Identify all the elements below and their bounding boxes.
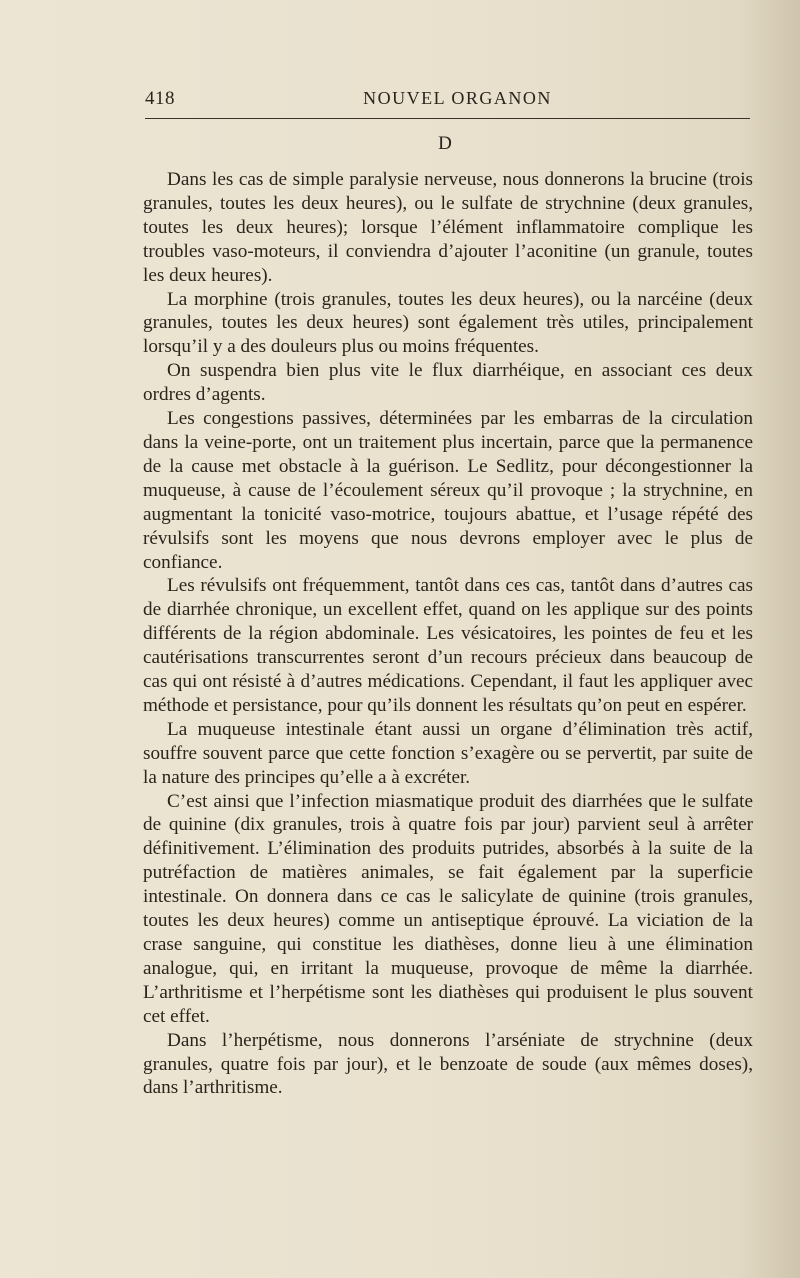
paragraph: Les congestions passives, déterminées par les embarras de la circulation dans la veine-porte, ont un traitement plus incertain, parce que la permanence de la cause met obstacle à la guérison. Le Sedlitz, pour décongestionner la muqueuse, à cause de l’écoulement séreux qu’il provoque ; la strychnine, en augmentant la tonicité vaso-motrice, toujours abattue, et l’usage répété des révulsifs sont les moyens que nous devrons employer avec le plus de confiance. (143, 408, 753, 573)
body-text (143, 168, 753, 1100)
page-number: 418 (145, 88, 175, 109)
paragraph: C’est ainsi que l’infection miasmatique produit des diarrhées que le sulfate de quinine (dix granules, trois à quatre fois par jour) parvient seul à arrêter définitivement. L’élimination des produits putrides, absorbés à la suite de la putréfaction de matières animales, se fait également par la superficie intestinale. On donnera dans ce cas le salicylate de quinine (trois granules, toutes les deux heures) comme un antiseptique éprouvé. La viciation de la crase sanguine, qui constitue les diathèses, donne lieu à une élimination analogue, qui, en irritant la muqueuse, provoque de même la diarrhée. L’arthritisme et l’herpétisme sont les diathèses qui produisent le plus souvent cet effet. (143, 790, 753, 1027)
paragraph: La muqueuse intestinale étant aussi un organe d’élimination très actif, souffre souvent parce que cette fonction s’exagère ou se pervertit, par suite de la nature des principes qu’elle a à excréter. (143, 718, 753, 788)
header-rule (145, 118, 750, 119)
paragraph: Dans les cas de simple paralysie nerveuse, nous donnerons la brucine (trois granules, toutes les deux heures), ou le sulfate de strychnine (deux granules, toutes les deux heures); lorsque l’élément inflammatoire complique les troubles vaso-moteurs, il conviendra d’ajouter l’aconitine (un granule, toutes les deux heures). (143, 169, 753, 286)
section-heading: D (438, 133, 452, 154)
paragraph: On suspendra bien plus vite le flux diarrhéique, en associant ces deux ordres d’agents. (143, 360, 753, 406)
paragraph: Les révulsifs ont fréquemment, tantôt dans ces cas, tantôt dans d’autres cas de diarrhée chronique, un excellent effet, quand on les applique sur des points différents de la région abdominale. Les vésicatoires, les pointes de feu et les cautérisations transcurrentes seront d’un recours précieux dans beaucoup de cas qui ont résisté à d’autres médications. Cependant, il faut les appliquer avec méthode et persistance, pour qu’ils donnent les résultats qu’on peut en espérer. (143, 575, 753, 716)
running-head (145, 88, 750, 112)
paragraph: Dans l’herpétisme, nous donnerons l’arséniate de strychnine (deux granules, quatre fois par jour), et le benzoate de soude (aux mêmes doses), dans l’arthritisme. (143, 1029, 753, 1099)
running-title: NOUVEL ORGANON (363, 88, 552, 108)
paragraph: La morphine (trois granules, toutes les deux heures), ou la narcéine (deux granules, toutes les deux heures) sont également très utiles, principalement lorsqu’il y a des douleurs plus ou moins fréquentes. (143, 288, 753, 358)
